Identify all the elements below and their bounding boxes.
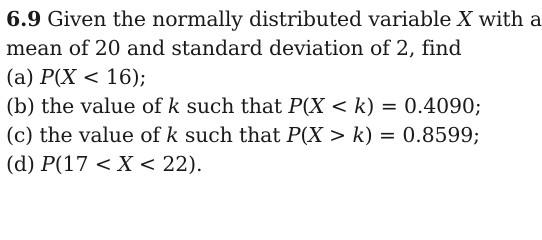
part-b	[6, 92, 524, 121]
part-b-text: such that	[180, 94, 289, 118]
part-b-label: (b) the value of	[6, 94, 168, 118]
part-d-label: (d)	[6, 152, 42, 176]
part-c-k2: k	[352, 123, 365, 147]
problem-intro-line-1	[6, 5, 542, 34]
intro-text-1b: with a	[472, 7, 542, 31]
intro-text-2: mean of 20 and standard deviation of 2, find	[6, 36, 462, 60]
part-b-x: X	[309, 94, 325, 118]
part-d-p: P	[41, 152, 55, 176]
part-d	[6, 150, 524, 179]
part-c-close: ) = 0.8599;	[364, 123, 480, 147]
part-b-p: P	[288, 94, 302, 118]
part-d-rel: < 22).	[132, 152, 203, 176]
part-b-lt: <	[324, 94, 355, 118]
part-c-gt: >	[322, 123, 353, 147]
part-c-k: k	[166, 123, 179, 147]
part-b-close: ) = 0.4090;	[366, 94, 482, 118]
part-c-x: X	[308, 123, 323, 147]
part-b-k2: k	[354, 94, 367, 118]
part-a-open: (	[53, 65, 62, 89]
problem-number: 6.9	[6, 7, 42, 31]
variable-x: X	[457, 7, 473, 31]
part-c-p: P	[286, 123, 301, 147]
part-d-open: (17 <	[54, 152, 119, 176]
problem-6-9	[6, 5, 542, 179]
intro-text-1a: Given the normally distributed variable	[47, 7, 458, 31]
part-b-open: (	[302, 94, 310, 118]
part-c-open: (	[300, 123, 309, 147]
part-a-label: (a)	[6, 65, 41, 89]
part-a-close: );	[131, 65, 147, 89]
part-c-text: such that	[178, 123, 287, 147]
part-a-p: P	[40, 65, 54, 89]
part-a-rel: < 16	[76, 65, 132, 89]
problem-intro-line-2	[6, 34, 524, 63]
part-c	[6, 121, 524, 150]
part-a-x: X	[61, 65, 77, 89]
part-b-k: k	[167, 94, 181, 118]
part-c-label: (c) the value of	[6, 123, 167, 147]
part-a	[6, 63, 524, 92]
part-d-x: X	[118, 152, 133, 176]
